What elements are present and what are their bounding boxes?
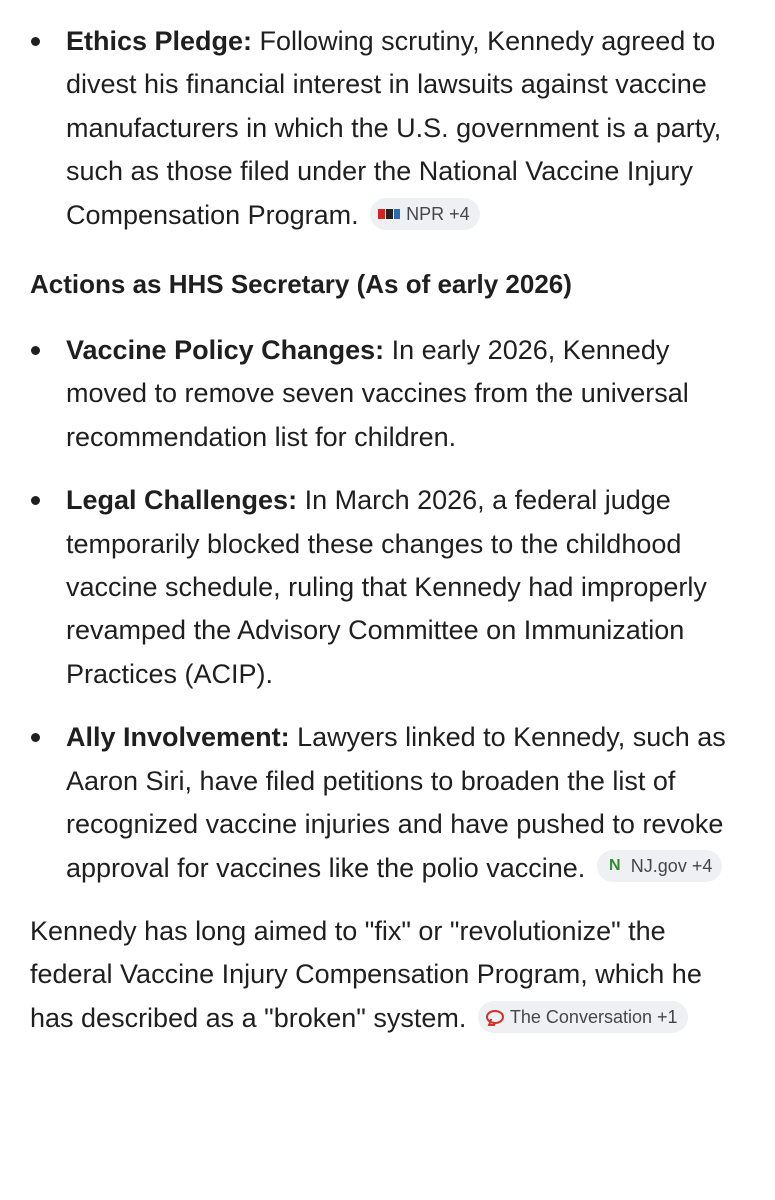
source-chip-the-conversation[interactable] — [478, 1001, 688, 1033]
npr-icon — [378, 209, 400, 219]
source-chip-npr[interactable] — [370, 198, 480, 230]
item-title: Ally Involvement: — [66, 722, 290, 753]
list-item-ethics-pledge — [30, 20, 745, 237]
source-chip-label: The Conversation +1 — [509, 1006, 678, 1027]
item-title: Vaccine Policy Changes: — [66, 335, 385, 366]
nj-gov-icon: N — [609, 857, 621, 875]
item-text: In March 2026, a federal judge temporarily blocked these changes to the childhood vaccine schedule, ruling that Kennedy had improperly revamped the Advisory Committee on Immunization Practices (ACIP). — [66, 485, 707, 689]
source-chip-label: NPR +4 — [406, 203, 470, 224]
list-item-legal-challenges — [30, 479, 745, 696]
closing-text: Kennedy has long aimed to "fix" or "revolutionize" the federal Vaccine Injury Compensation Program, which he has described as a "broken" system. — [30, 915, 702, 1033]
source-chip-nj-gov[interactable] — [597, 850, 723, 882]
item-title: Ethics Pledge: — [66, 26, 253, 56]
item-title: Legal Challenges: — [66, 485, 298, 516]
source-chip-label: NJ.gov +4 — [630, 856, 713, 877]
section-heading: Actions as HHS Secretary (As of early 2026) — [30, 269, 572, 300]
item-text: Following scrutiny, Kennedy agreed to divest his financial interest in lawsuits against vaccine manufacturers in which the U.S. government is a party, such as those filed under the National Vaccine Injury Compensation Program. — [66, 26, 722, 230]
item-text: In early 2026, Kennedy moved to remove seven vaccines from the universal recommendation list for children. — [66, 335, 689, 452]
bullet-list-actions — [30, 329, 745, 890]
list-item-vaccine-policy-changes — [30, 329, 745, 459]
closing-paragraph — [30, 910, 745, 1040]
bullet-list-ethics — [30, 20, 745, 237]
list-item-ally-involvement — [30, 716, 745, 890]
the-conversation-icon — [486, 1010, 504, 1024]
item-text: Lawyers linked to Kennedy, such as Aaron Siri, have filed petitions to broaden the list of recognized vaccine injuries and have pushed to revoke approval for vaccines like the polio vaccine. — [66, 722, 726, 883]
